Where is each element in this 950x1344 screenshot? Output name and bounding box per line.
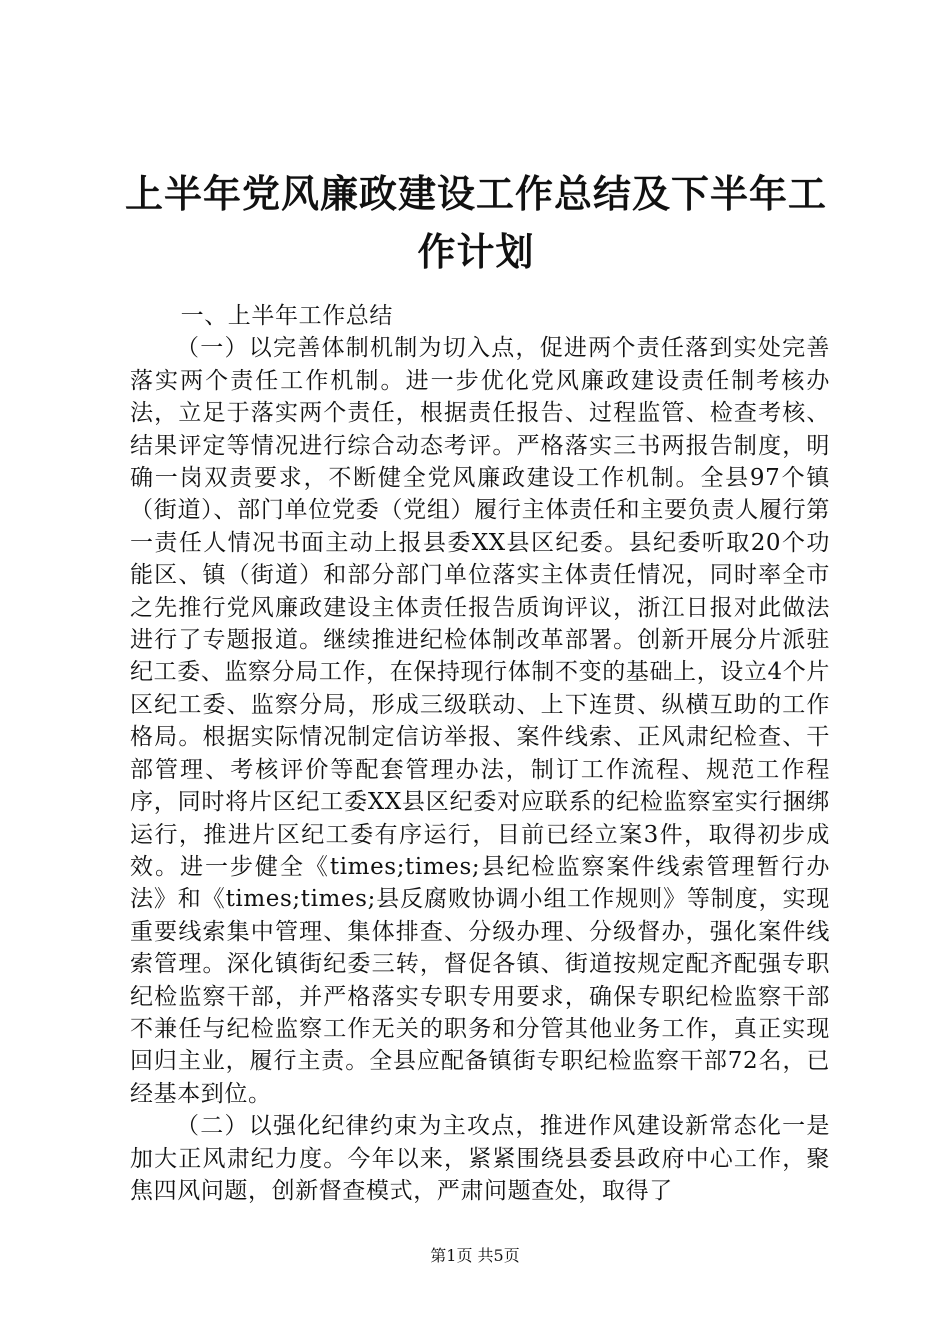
section-heading: 一、上半年工作总结 [180,303,393,329]
paragraph: （一）以完善体制机制为切入点，促进两个责任落到实处完善落实两个责任工作机制。进一步优化党风廉政建设责任制考核办法，立足于落实两个责任，根据责任报告、过程监管、检查考核、结果评定等情况进行综合动态考评。严格落实三书两报告制度，明确一岗双责要求，不断健全党风廉政建设工作机制。全县97个镇（街道）、部门单位党委（党组）履行主体责任和主要负责人履行第一责任人情况书面主动上报县委XX县区纪委。县纪委听取20个功能区、镇（街道）和部分部门单位落实主体责任情况，同时率全市之先推行党风廉政建设主体责任报告质询评议，浙江日报对此做法进行了专题报道。继续推进纪检体制改革部署。创新开展分片派驻纪工委、监察分局工作，在保持现行体制不变的基础上，设立4个片区纪工委、监察分局，形成三级联动、上下连贯、纵横互助的工作格局。根据实际情况制定信访举报、案件线索、正风肃纪检查、干部管理、考核评价等配套管理办法，制订工作流程、规范工作程序，同时将片区纪工委XX县区纪委对应联系的纪检监察室实行捆绑运行，推进片区纪工委有序运行，目前已经立案3件，取得初步成效。进一步健全《times;times;县纪检监察案件线索管理暂行办法》和《times;times;县反腐败协调小组工作规则》等制度，实现重要线索集中管理、集体排查、分级办理、分级督办，强化案件线索管理。深化镇街纪委三转，督促各镇、街道按规定配齐配强专职纪检监察干部，并严格落实专职专用要求，确保专职纪检监察干部不兼任与纪检监察工作无关的职务和分管其他业务工作，真正实现回归主业，履行主责。全县应配备镇街专职纪检监察干部72名，已经基本到位。 [130,335,830,1107]
document-title: 上半年党风廉政建设工作总结及下半年工作计划 [124,172,827,274]
document-body [130,300,830,1207]
page-number-footer: 第1页 共5页 [430,1246,520,1265]
paragraph: （二）以强化纪律约束为主攻点，推进作风建设新常态化一是加大正风肃纪力度。今年以来，紧紧围绕县委县政府中心工作，聚焦四风问题，创新督查模式，严肃问题查处，取得了 [130,1113,830,1204]
